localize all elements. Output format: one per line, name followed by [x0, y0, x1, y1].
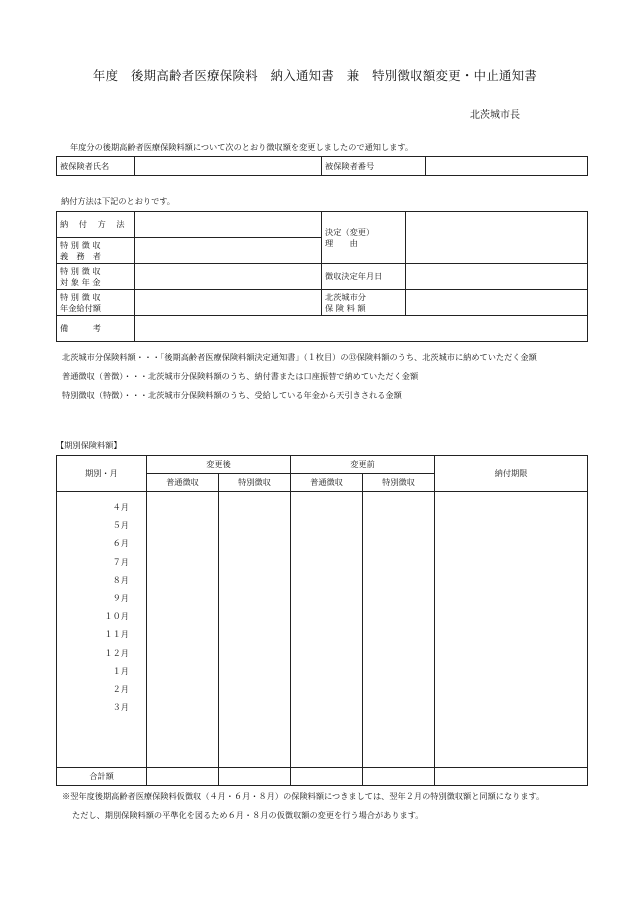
document-title: 年度 後期高齢者医療保険料 納入通知書 兼 特別徴収額変更・中止通知書 — [92, 68, 538, 83]
definition-normal-collection: 普通徴収（普徴）・・・北茨城市分保険料額のうち、納付書または口座振替で納めていただく金額 — [62, 371, 419, 381]
month-label: １月 — [112, 665, 129, 676]
withholder-label: 特 別 徴 収 義 務 者 — [57, 238, 135, 264]
before-special-column[interactable] — [363, 492, 435, 768]
before-normal-header: 普通徴収 — [291, 474, 363, 492]
month-label: ６月 — [112, 538, 129, 549]
total-after-special[interactable] — [219, 768, 291, 786]
remarks-label: 備 考 — [57, 316, 135, 342]
decision-reason-label: 決定（変更） 理 由 — [322, 212, 406, 264]
insured-name-field[interactable] — [135, 157, 322, 176]
total-label: 合計額 — [57, 768, 147, 786]
before-change-header: 変更前 — [291, 456, 435, 474]
definition-city-premium: 北茨城市分保険料額・・・「後期高齢者医療保険料額決定通知書」（１枚目）の⑬保険料額のうち、北茨城市に納めていただく金額 — [62, 352, 537, 362]
footnote-adjustment: ただし、期別保険料額の平準化を図るため６月・８月の仮徴収額の変更を行う場合があります。 — [72, 810, 424, 820]
total-deadline[interactable] — [435, 768, 588, 786]
before-normal-column[interactable] — [291, 492, 363, 768]
month-label: １２月 — [104, 647, 129, 658]
target-pension-field[interactable] — [135, 264, 322, 290]
month-label: ８月 — [112, 574, 129, 585]
payment-info-table — [56, 211, 588, 342]
issuer: 北茨城市長 — [470, 110, 520, 121]
definitions — [62, 348, 602, 405]
decision-date-label: 徴収決定年月日 — [322, 264, 406, 290]
insured-person-table — [56, 156, 588, 176]
after-normal-column[interactable] — [147, 492, 219, 768]
month-label: １０月 — [104, 611, 129, 622]
city-premium-field[interactable] — [406, 290, 588, 316]
definition-special-collection: 特別徴収（特徴）・・・北茨城市分保険料額のうち、受給している年金から天引きされる金額 — [62, 390, 402, 400]
total-before-special[interactable] — [363, 768, 435, 786]
payment-method-field[interactable] — [135, 212, 322, 238]
payment-method-note: 納付方法は下記のとおりです。 — [61, 196, 175, 206]
pension-amount-label: 特 別 徴 収 年金給付額 — [57, 290, 135, 316]
deadline-column[interactable] — [435, 492, 588, 768]
pension-amount-field[interactable] — [135, 290, 322, 316]
payment-method-label: 納 付 方 法 — [57, 212, 135, 238]
period-premium-table — [56, 455, 588, 786]
month-column — [57, 492, 147, 768]
period-section-title: 【期別保険料額】 — [56, 440, 122, 450]
after-normal-header: 普通徴収 — [147, 474, 219, 492]
deadline-header: 納付期限 — [435, 456, 588, 492]
footnote-provisional-collection: ※翌年度後期高齢者医療保険料仮徴収（４月・６月・８月）の保険料額につきましては、翌年２月の特別徴収額と同額になります。 — [62, 791, 545, 801]
withholder-field[interactable] — [135, 238, 322, 264]
after-special-header: 特別徴収 — [219, 474, 291, 492]
month-label: ５月 — [112, 520, 129, 531]
month-label: ４月 — [112, 502, 129, 512]
month-label: ３月 — [112, 702, 129, 713]
before-special-header: 特別徴収 — [363, 474, 435, 492]
target-pension-label: 特 別 徴 収 対 象 年 金 — [57, 264, 135, 290]
footnotes — [62, 787, 602, 825]
total-after-normal[interactable] — [147, 768, 219, 786]
month-label: ９月 — [112, 592, 129, 603]
month-label: １１月 — [104, 629, 129, 640]
insured-number-field[interactable] — [426, 157, 588, 176]
total-before-normal[interactable] — [291, 768, 363, 786]
insured-name-label: 被保険者氏名 — [57, 157, 135, 176]
decision-date-field[interactable] — [406, 264, 588, 290]
insured-number-label: 被保険者番号 — [322, 157, 426, 176]
period-header: 期別・月 — [57, 456, 147, 492]
after-special-column[interactable] — [219, 492, 291, 768]
decision-reason-field[interactable] — [406, 212, 588, 264]
remarks-field[interactable] — [135, 316, 588, 342]
intro-text: 年度分の後期高齢者医療保険料額について次のとおり徴収額を変更しましたので通知します。 — [70, 142, 414, 152]
after-change-header: 変更後 — [147, 456, 291, 474]
city-premium-label: 北茨城市分 保 険 料 額 — [322, 290, 406, 316]
month-label: ７月 — [112, 556, 129, 567]
month-label: ２月 — [112, 683, 129, 694]
